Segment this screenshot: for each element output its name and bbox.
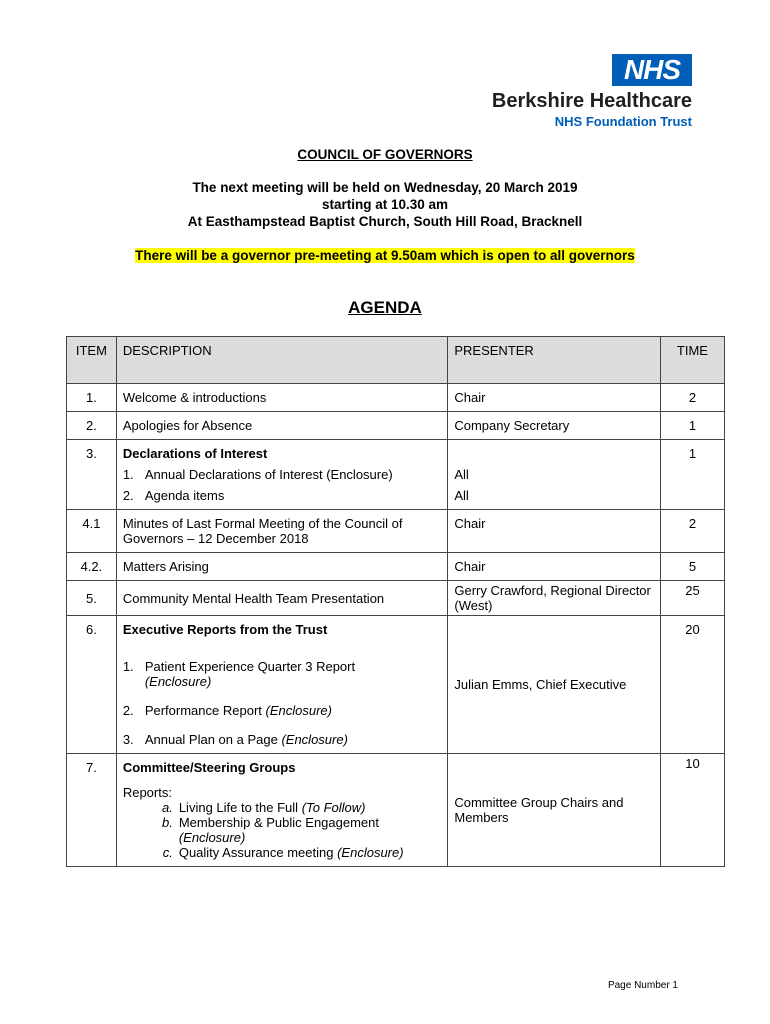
- item-description-cell: [116, 754, 448, 867]
- sub-item-text: Agenda items: [144, 488, 225, 503]
- header-description: DESCRIPTION: [116, 337, 448, 384]
- sub-item-number: 1.: [122, 659, 134, 674]
- meeting-time-line: starting at 10.30 am: [321, 197, 449, 212]
- table-row: [67, 440, 725, 510]
- header-presenter: PRESENTER: [448, 337, 661, 384]
- item-time: 5: [660, 553, 724, 581]
- sub-item-text: Performance Report: [144, 703, 262, 718]
- sub-item-number: 2.: [122, 488, 134, 503]
- sub-item-letter: a.: [161, 800, 173, 815]
- table-row: [67, 384, 725, 412]
- item-presenter: Committee Group Chairs and Members: [448, 754, 661, 867]
- table-row: [67, 510, 725, 553]
- sub-item: [123, 703, 442, 718]
- reports-label: Reports:: [122, 785, 172, 800]
- item-description-cell: [116, 440, 448, 510]
- sub-item: [123, 800, 442, 815]
- meeting-venue-line: At Easthampstead Baptist Church, South Hill Road, Bracknell: [187, 214, 583, 229]
- item-description: Community Mental Health Team Presentation: [116, 581, 448, 616]
- item-time: 2: [660, 510, 724, 553]
- sub-item: [123, 815, 442, 830]
- table-row: [67, 412, 725, 440]
- meeting-date-line: The next meeting will be held on Wednesday, 20 March 2019: [192, 180, 578, 195]
- item-time: 10: [660, 754, 724, 867]
- sub-item: [123, 467, 442, 482]
- table-row: [67, 553, 725, 581]
- sub-item: [123, 659, 442, 674]
- sub-item: [123, 732, 442, 747]
- item-time: 2: [660, 384, 724, 412]
- item-presenter: Chair: [448, 510, 661, 553]
- sub-item: [123, 488, 442, 503]
- item-description: Minutes of Last Formal Meeting of the Council of Governors – 12 December 2018: [116, 510, 448, 553]
- table-header-row: [67, 337, 725, 384]
- pre-meeting-notice: [0, 248, 770, 263]
- item-presenter: Julian Emms, Chief Executive: [448, 616, 661, 754]
- sub-item-number: 2.: [122, 703, 134, 718]
- sub-item-text: Membership & Public Engagement: [178, 815, 379, 830]
- nhs-logo: [462, 54, 692, 130]
- sub-item-presenter: All: [454, 488, 469, 503]
- item-presenter: Company Secretary: [448, 412, 661, 440]
- sub-item-note: (Enclosure): [281, 732, 348, 747]
- item-description: Apologies for Absence: [116, 412, 448, 440]
- description-spacer: [123, 637, 442, 653]
- sub-item-text: Quality Assurance meeting: [178, 845, 334, 860]
- sub-item-letter: b.: [161, 815, 173, 830]
- header-item: ITEM: [67, 337, 117, 384]
- nhs-logo-mark: NHS: [612, 54, 692, 86]
- item-description: Committee/Steering Groups: [122, 760, 296, 775]
- sub-item-text: Patient Experience Quarter 3 Report: [144, 659, 356, 674]
- item-presenter: Chair: [448, 553, 661, 581]
- sub-item-presenter: All: [454, 467, 469, 482]
- item-time: 1: [660, 440, 724, 510]
- item-number: 6.: [67, 616, 117, 754]
- item-description: Welcome & introductions: [116, 384, 448, 412]
- sub-item-text: Living Life to the Full: [178, 800, 299, 815]
- org-subtitle: NHS Foundation Trust: [554, 114, 692, 129]
- org-name: Berkshire Healthcare: [491, 90, 692, 112]
- item-presenter: Chair: [448, 384, 661, 412]
- item-presenter-cell: [448, 440, 661, 510]
- item-time: 1: [660, 412, 724, 440]
- item-number: 4.2.: [67, 553, 117, 581]
- item-presenter: Gerry Crawford, Regional Director (West): [448, 581, 661, 616]
- page-number: Page Number 1: [607, 980, 678, 991]
- header-time: TIME: [660, 337, 724, 384]
- item-time: 20: [660, 616, 724, 754]
- sub-item-note: (Enclosure): [337, 845, 404, 860]
- table-row: [67, 754, 725, 867]
- sub-item-number: 3.: [122, 732, 134, 747]
- item-description-cell: [116, 616, 448, 754]
- item-description: Matters Arising: [116, 553, 448, 581]
- sub-item-text: Annual Declarations of Interest (Enclosure): [144, 467, 393, 482]
- sub-item-note: (Enclosure): [144, 674, 212, 689]
- sub-item-note: (Enclosure): [265, 703, 332, 718]
- sub-item-note: (To Follow): [301, 800, 366, 815]
- item-number: 7.: [67, 754, 117, 867]
- pre-meeting-notice-text: There will be a governor pre-meeting at 9.50am which is open to all governors: [135, 248, 635, 263]
- sub-item: [123, 845, 442, 860]
- sub-item-letter: c.: [162, 845, 173, 860]
- presenter-spacer: [454, 446, 654, 461]
- agenda-table: [66, 336, 725, 867]
- item-number: 4.1: [67, 510, 117, 553]
- sub-item-note: (Enclosure): [178, 830, 246, 845]
- item-number: 3.: [67, 440, 117, 510]
- item-number: 2.: [67, 412, 117, 440]
- item-number: 1.: [67, 384, 117, 412]
- sub-item-text: Annual Plan on a Page: [144, 732, 278, 747]
- item-number: 5.: [67, 581, 117, 616]
- table-row: [67, 616, 725, 754]
- item-time: 25: [660, 581, 724, 616]
- document-title: COUNCIL OF GOVERNORS: [297, 147, 473, 162]
- item-description: Executive Reports from the Trust: [122, 622, 328, 637]
- sub-item-number: 1.: [122, 467, 134, 482]
- table-row: [67, 581, 725, 616]
- agenda-heading: AGENDA: [348, 298, 422, 317]
- item-description: Declarations of Interest: [122, 446, 268, 461]
